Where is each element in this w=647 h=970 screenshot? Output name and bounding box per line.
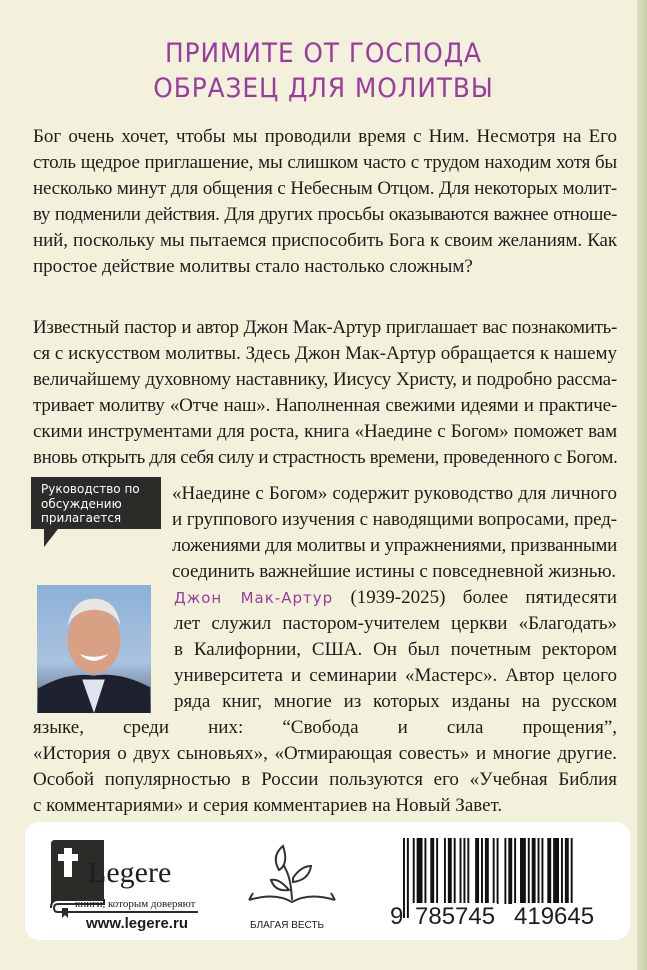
publisher-tagline: книги, которым доверяют: [75, 898, 196, 910]
paragraph-description: [33, 315, 617, 471]
text-line: ложениями для молитвы и упражнениями, призванными: [172, 535, 617, 556]
author-name: Джон Мак-Артур: [174, 589, 334, 607]
barcode-digit-first: 9: [390, 903, 404, 930]
title-line-2: ОБРАЗЕЦ ДЛЯ МОЛИТВЫ: [153, 73, 494, 104]
barcode-digits-left: 785745: [415, 903, 496, 930]
publisher-name: Legere: [88, 856, 172, 889]
partner-name: БЛАГАЯ ВЕСТЬ: [250, 920, 325, 931]
text-line: «История о двух сыновьях», «Отмирающая совесть» и многие другие.: [33, 743, 617, 764]
barcode-bar: [463, 838, 465, 904]
text-line: Бог очень хочет, чтобы мы проводили время с Ним. Несмотря на Его: [33, 126, 617, 147]
publisher-url[interactable]: www.legere.ru: [86, 915, 188, 932]
text-line: в Калифорнии, США. Он был почетным ректором: [174, 639, 617, 660]
barcode-bar: [454, 838, 456, 904]
text-line: университета и семинарии «Мастерс». Автор целого: [174, 665, 617, 686]
barcode-bar: [538, 838, 540, 904]
text-line: ся с искусством молитвы. Здесь Джон Мак-Артур обращается к нашему: [33, 343, 617, 364]
barcode-bar: [532, 838, 536, 904]
text-line: столь щедрое приглашение, мы слишком часто с трудом находим хотя бы: [33, 152, 617, 173]
barcode-bar: [497, 838, 499, 904]
barcode-bar: [547, 838, 551, 904]
barcode-digits-right: 419645: [514, 903, 595, 930]
barcode-bar: [481, 838, 483, 904]
paragraph-study-guide: [172, 481, 617, 585]
barcode-bar: [436, 838, 438, 904]
barcode-bar: [504, 838, 506, 904]
discussion-guide-badge: [31, 477, 161, 529]
barcode-bar: [444, 838, 446, 904]
text-line: Известный пастор и автор Джон Мак-Артур приглашает вас познакомить-: [33, 317, 617, 338]
paragraph-author-bio: [33, 585, 617, 819]
barcode-bar: [514, 838, 516, 904]
barcode-bar: [520, 838, 526, 904]
text-line: ний, поскольку мы пытаемся приспособить Бога к своим желаниям. Как: [33, 230, 617, 251]
blagaya-vest-logo: [245, 838, 340, 918]
barcode-bar: [467, 838, 469, 904]
text-line: соединить важнейшие истины с повседневной жизнью.: [172, 561, 617, 582]
barcode-bar: [407, 838, 409, 918]
badge-line: Руководство по: [41, 482, 140, 496]
title-line-1: ПРИМИТЕ ОТ ГОСПОДА: [165, 38, 482, 69]
barcode-bar: [508, 838, 512, 904]
text-line: и группового изучения с наводящими вопросами, пред-: [172, 509, 618, 530]
barcode-bar: [475, 838, 479, 904]
text-line: лет служил пастором-учителем церкви «Благодать»: [174, 613, 617, 634]
text-line: несколько минут для общения с Небесным Отцом. Для некоторых молит-: [33, 178, 617, 199]
text-line: величайшему духовному наставнику, Иисусу Христу, и подробно рассма-: [33, 369, 617, 390]
barcode-bar: [553, 838, 559, 904]
text-line: Особой популярностью в России пользуются его «Учебная Библия: [33, 769, 617, 790]
barcode-bar: [460, 838, 462, 904]
text-line: тривает молитву «Отче наш». Наполненная свежими идеями и практиче-: [33, 395, 617, 416]
barcode-bar: [417, 838, 423, 904]
text-line: скими инструментами для роста, книга «Наедине с Богом» поможет вам: [33, 421, 617, 442]
badge-line: обсуждению: [41, 496, 122, 511]
barcode-bar: [424, 838, 426, 904]
barcode-bar: [561, 838, 563, 904]
paragraph-intro: [33, 124, 617, 280]
text-line: простое действие молитвы стало настолько сложным?: [33, 256, 473, 277]
author-years: (1939-2025) более пятидесяти: [333, 587, 617, 608]
cover-edge: [637, 0, 647, 970]
text-line: вновь открыть для себя силу и страстность времени, проведенного с Богом.: [33, 447, 618, 468]
badge-line: прилагается: [41, 511, 122, 525]
text-line: с комментариями» и серия комментариев на Новый Завет.: [33, 795, 503, 816]
barcode-bar: [541, 838, 543, 904]
text-line: «Наедине с Богом» содержит руководство для личного: [172, 483, 617, 504]
barcode-bar: [448, 838, 452, 904]
text-line: ву подменили действия. Для других просьбы оказываются важнее отноше-: [33, 204, 617, 225]
barcode-bar: [430, 838, 434, 904]
barcode-bar: [493, 838, 495, 904]
barcode-bar: [413, 838, 415, 904]
text-line: ряда книг, многие из которых изданы на русском: [174, 691, 617, 712]
text-line: языке, среди них: “Свобода и сила прощения”,: [33, 717, 617, 738]
barcode-bar: [528, 838, 530, 904]
